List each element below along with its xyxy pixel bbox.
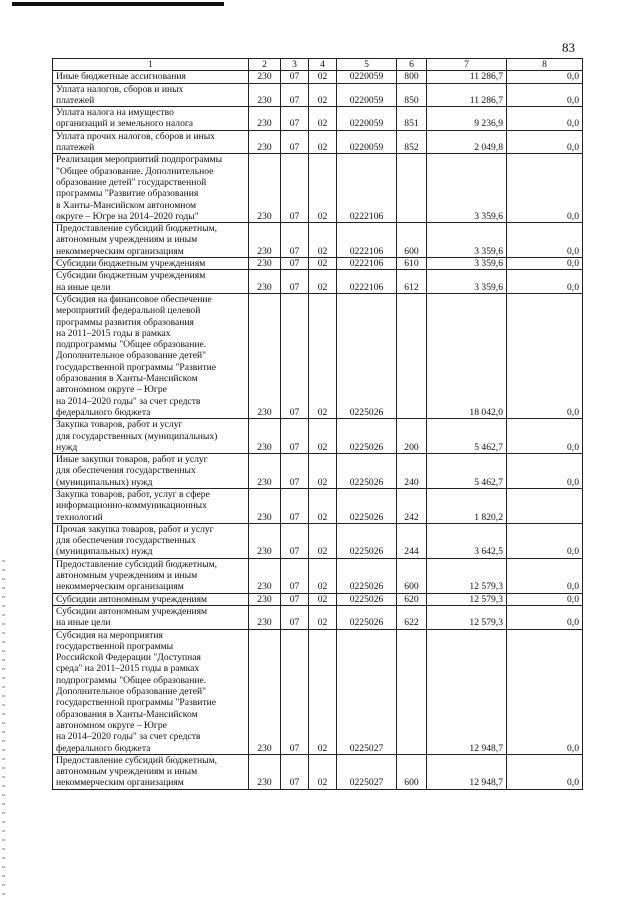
expense-type-cell: 242: [397, 488, 427, 523]
target-article-cell: 0225027: [337, 629, 397, 754]
amount-cell: 12 579,3: [427, 605, 507, 629]
row-name-cell: Иные закупки товаров, работ и услуг для обеспечения государственных (муниципальных) нужд: [53, 454, 249, 489]
table-row: [53, 107, 583, 131]
expense-type-cell: 600: [397, 558, 427, 593]
section-cell: 07: [281, 223, 309, 258]
subsection-cell: 02: [309, 293, 337, 418]
amount-2-cell: [507, 488, 583, 523]
amount-2-cell: 0,0: [507, 523, 583, 558]
target-article-cell: 0222106: [337, 258, 397, 270]
row-name-cell: Иные бюджетные ассигнования: [53, 71, 249, 83]
row-name-cell: Субсидия на мероприятия государственной программы Российской Федерации "Доступная среда" на 2011–2015 годы в рамках подпрограммы "Общее образование. Дополнительное образование детей" государственной программы "Развитие образования в Ханты-Мансийском автономном округе – Югре на 2014–2020 годы" за счет средств федерального бюджета: [53, 629, 249, 754]
section-cell: 07: [281, 523, 309, 558]
row-name-cell: Уплата прочих налогов, сборов и иных платежей: [53, 130, 249, 154]
amount-cell: 9 236,9: [427, 107, 507, 131]
row-name-cell: Уплата налога на имущество организаций и земельного налога: [53, 107, 249, 131]
admin-code-cell: 230: [249, 223, 281, 258]
column-header: 1: [53, 59, 249, 71]
amount-cell: 12 579,3: [427, 558, 507, 593]
row-name-cell: Закупка товаров, работ и услуг для государственных (муниципальных) нужд: [53, 419, 249, 454]
expense-type-cell: 620: [397, 593, 427, 605]
section-cell: 07: [281, 558, 309, 593]
expense-type-cell: 244: [397, 523, 427, 558]
header-row: [53, 59, 583, 71]
column-header: 5: [337, 59, 397, 71]
row-name-cell: Прочая закупка товаров, работ и услуг для обеспечения государственных (муниципальных) нужд: [53, 523, 249, 558]
column-header: 2: [249, 59, 281, 71]
amount-2-cell: 0,0: [507, 558, 583, 593]
subsection-cell: 02: [309, 83, 337, 107]
expense-type-cell: 600: [397, 754, 427, 789]
section-cell: 07: [281, 83, 309, 107]
budget-table: [52, 58, 583, 790]
amount-cell: 3 359,6: [427, 154, 507, 223]
admin-code-cell: 230: [249, 419, 281, 454]
binding-marks: [2, 560, 5, 900]
table-row: [53, 419, 583, 454]
column-header: 4: [309, 59, 337, 71]
expense-type-cell: 800: [397, 71, 427, 83]
admin-code-cell: 230: [249, 593, 281, 605]
row-name-cell: Реализация мероприятий подпрограммы "Общее образование. Дополнительное образование детей" государственной программы "Развитие образования в Ханты-Мансийском автономном округе – Югре на 2014–2020 годы": [53, 154, 249, 223]
table-row: [53, 223, 583, 258]
admin-code-cell: 230: [249, 130, 281, 154]
amount-cell: 12 948,7: [427, 629, 507, 754]
amount-cell: 11 286,7: [427, 71, 507, 83]
amount-2-cell: 0,0: [507, 223, 583, 258]
table-row: [53, 293, 583, 418]
table-body: [53, 71, 583, 789]
subsection-cell: 02: [309, 130, 337, 154]
amount-cell: 3 642,5: [427, 523, 507, 558]
table-row: [53, 154, 583, 223]
amount-2-cell: 0,0: [507, 130, 583, 154]
amount-2-cell: 0,0: [507, 605, 583, 629]
section-cell: 07: [281, 454, 309, 489]
row-name-cell: Субсидии автономным учреждениям: [53, 593, 249, 605]
subsection-cell: 02: [309, 107, 337, 131]
admin-code-cell: 230: [249, 83, 281, 107]
target-article-cell: 0220059: [337, 83, 397, 107]
amount-cell: 12 948,7: [427, 754, 507, 789]
target-article-cell: 0225026: [337, 523, 397, 558]
amount-2-cell: 0,0: [507, 593, 583, 605]
section-cell: 07: [281, 154, 309, 223]
target-article-cell: 0222106: [337, 223, 397, 258]
table-row: [53, 71, 583, 83]
subsection-cell: 02: [309, 258, 337, 270]
expense-type-cell: 240: [397, 454, 427, 489]
target-article-cell: 0222106: [337, 270, 397, 294]
row-name-cell: Субсидии бюджетным учреждениям на иные цели: [53, 270, 249, 294]
table-row: [53, 130, 583, 154]
table-row: [53, 558, 583, 593]
amount-cell: 11 286,7: [427, 83, 507, 107]
amount-cell: 2 049,8: [427, 130, 507, 154]
column-header: 3: [281, 59, 309, 71]
admin-code-cell: 230: [249, 523, 281, 558]
amount-2-cell: 0,0: [507, 419, 583, 454]
table-row: [53, 593, 583, 605]
section-cell: 07: [281, 270, 309, 294]
table-row: [53, 629, 583, 754]
table-row: [53, 754, 583, 789]
target-article-cell: 0225026: [337, 488, 397, 523]
amount-cell: 1 820,2: [427, 488, 507, 523]
row-name-cell: Предоставление субсидий бюджетным, автономным учреждениям и иным некоммерческим организациям: [53, 558, 249, 593]
row-name-cell: Субсидии бюджетным учреждениям: [53, 258, 249, 270]
expense-type-cell: 851: [397, 107, 427, 131]
admin-code-cell: 230: [249, 71, 281, 83]
admin-code-cell: 230: [249, 293, 281, 418]
amount-cell: 3 359,6: [427, 258, 507, 270]
section-cell: 07: [281, 258, 309, 270]
expense-type-cell: 200: [397, 419, 427, 454]
target-article-cell: 0220059: [337, 71, 397, 83]
target-article-cell: 0225026: [337, 454, 397, 489]
section-cell: 07: [281, 629, 309, 754]
subsection-cell: 02: [309, 523, 337, 558]
subsection-cell: 02: [309, 71, 337, 83]
section-cell: 07: [281, 71, 309, 83]
row-name-cell: Уплата налогов, сборов и иных платежей: [53, 83, 249, 107]
admin-code-cell: 230: [249, 488, 281, 523]
subsection-cell: 02: [309, 454, 337, 489]
expense-type-cell: 622: [397, 605, 427, 629]
expense-type-cell: [397, 154, 427, 223]
row-name-cell: Предоставление субсидий бюджетным, автономным учреждениям и иным некоммерческим организациям: [53, 223, 249, 258]
amount-2-cell: 0,0: [507, 293, 583, 418]
admin-code-cell: 230: [249, 605, 281, 629]
section-cell: 07: [281, 130, 309, 154]
row-name-cell: Закупка товаров, работ, услуг в сфере информационно-коммуникационных технологий: [53, 488, 249, 523]
row-name-cell: Субсидия на финансовое обеспечение мероприятий федеральной целевой программы развития образования на 2011–2015 годы в рамках подпрограммы "Общее образование. Дополнительное образование детей" государственной программы "Развитие образования в Ханты-Мансийском автономном округе – Югре на 2014–2020 годы" за счет средств федерального бюджета: [53, 293, 249, 418]
amount-cell: 5 462,7: [427, 454, 507, 489]
section-cell: 07: [281, 107, 309, 131]
table-row: [53, 83, 583, 107]
target-article-cell: 0225026: [337, 605, 397, 629]
subsection-cell: 02: [309, 593, 337, 605]
expense-type-cell: [397, 293, 427, 418]
section-cell: 07: [281, 754, 309, 789]
subsection-cell: 02: [309, 605, 337, 629]
target-article-cell: 0225027: [337, 754, 397, 789]
column-header: 7: [427, 59, 507, 71]
admin-code-cell: 230: [249, 754, 281, 789]
top-rule: [12, 2, 224, 6]
amount-2-cell: 0,0: [507, 258, 583, 270]
page-number: 83: [562, 40, 575, 55]
admin-code-cell: 230: [249, 154, 281, 223]
amount-cell: 18 042,0: [427, 293, 507, 418]
subsection-cell: 02: [309, 754, 337, 789]
expense-type-cell: 610: [397, 258, 427, 270]
expense-type-cell: 612: [397, 270, 427, 294]
target-article-cell: 0225026: [337, 593, 397, 605]
subsection-cell: 02: [309, 558, 337, 593]
amount-cell: 3 359,6: [427, 223, 507, 258]
target-article-cell: 0225026: [337, 419, 397, 454]
admin-code-cell: 230: [249, 258, 281, 270]
table-row: [53, 488, 583, 523]
admin-code-cell: 230: [249, 454, 281, 489]
expense-type-cell: 850: [397, 83, 427, 107]
amount-cell: 12 579,3: [427, 593, 507, 605]
subsection-cell: 02: [309, 223, 337, 258]
target-article-cell: 0220059: [337, 107, 397, 131]
target-article-cell: 0225026: [337, 558, 397, 593]
subsection-cell: 02: [309, 154, 337, 223]
expense-type-cell: 600: [397, 223, 427, 258]
amount-cell: 3 359,6: [427, 270, 507, 294]
target-article-cell: 0222106: [337, 154, 397, 223]
admin-code-cell: 230: [249, 270, 281, 294]
section-cell: 07: [281, 419, 309, 454]
section-cell: 07: [281, 593, 309, 605]
column-header: 8: [507, 59, 583, 71]
amount-cell: 5 462,7: [427, 419, 507, 454]
amount-2-cell: 0,0: [507, 270, 583, 294]
row-name-cell: Субсидии автономным учреждениям на иные цели: [53, 605, 249, 629]
admin-code-cell: 230: [249, 558, 281, 593]
table-row: [53, 605, 583, 629]
table-row: [53, 523, 583, 558]
table-row: [53, 270, 583, 294]
amount-2-cell: 0,0: [507, 71, 583, 83]
subsection-cell: 02: [309, 488, 337, 523]
target-article-cell: 0225026: [337, 293, 397, 418]
target-article-cell: 0220059: [337, 130, 397, 154]
subsection-cell: 02: [309, 419, 337, 454]
table-row: [53, 454, 583, 489]
amount-2-cell: 0,0: [507, 454, 583, 489]
amount-2-cell: 0,0: [507, 154, 583, 223]
admin-code-cell: 230: [249, 107, 281, 131]
amount-2-cell: 0,0: [507, 107, 583, 131]
admin-code-cell: 230: [249, 629, 281, 754]
section-cell: 07: [281, 488, 309, 523]
subsection-cell: 02: [309, 629, 337, 754]
subsection-cell: 02: [309, 270, 337, 294]
amount-2-cell: 0,0: [507, 754, 583, 789]
amount-2-cell: 0,0: [507, 83, 583, 107]
table-row: [53, 258, 583, 270]
section-cell: 07: [281, 605, 309, 629]
column-header: 6: [397, 59, 427, 71]
amount-2-cell: 0,0: [507, 629, 583, 754]
expense-type-cell: [397, 629, 427, 754]
expense-type-cell: 852: [397, 130, 427, 154]
row-name-cell: Предоставление субсидий бюджетным, автономным учреждениям и иным некоммерческим организациям: [53, 754, 249, 789]
section-cell: 07: [281, 293, 309, 418]
